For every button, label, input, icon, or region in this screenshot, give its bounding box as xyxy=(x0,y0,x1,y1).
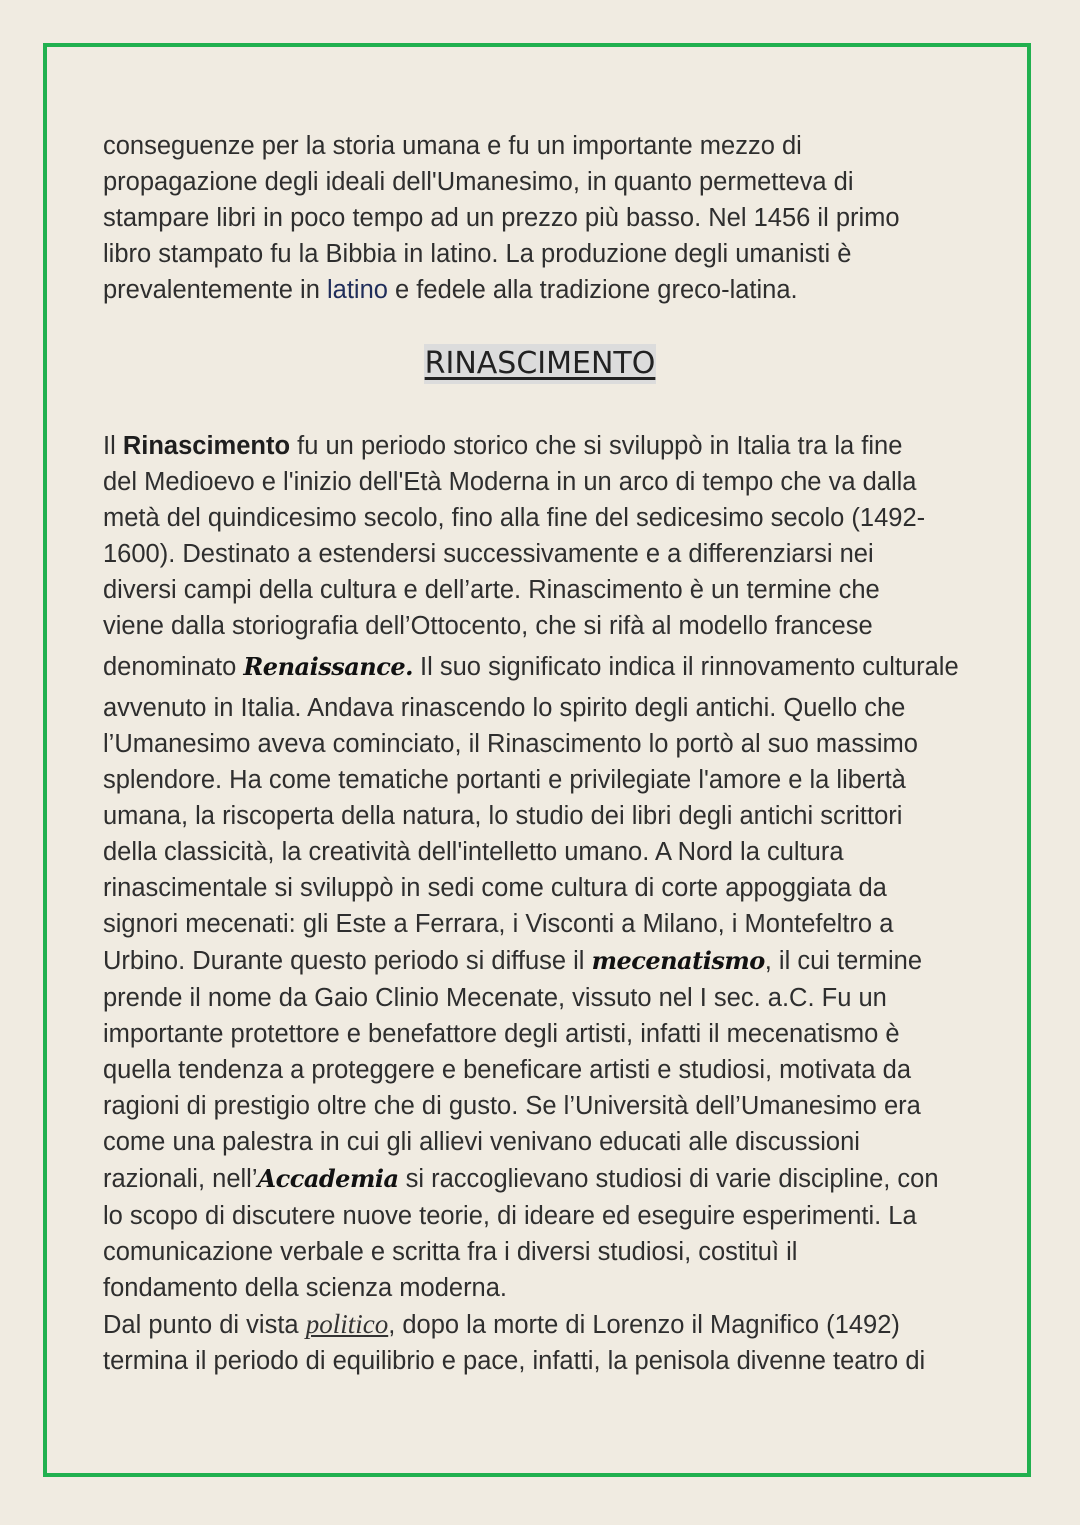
accademia-word: Accademia xyxy=(257,1164,399,1193)
text-line: denominato Renaissance. Il suo significato indica il rinnovamento culturale xyxy=(103,652,959,681)
text-line: stampare libri in poco tempo ad un prezzo più basso. Nel 1456 il primo xyxy=(103,204,900,232)
text-line: fondamento della scienza moderna. xyxy=(103,1274,508,1302)
text-line: prende il nome da Gaio Clinio Mecenate, vissuto nel I sec. a.C. Fu un xyxy=(103,984,887,1012)
text-line: diversi campi della cultura e dell’arte. Rinascimento è un termine che xyxy=(103,576,880,604)
text-line: importante protettore e benefattore degli artisti, infatti il mecenatismo è xyxy=(103,1020,900,1048)
politico-word: politico xyxy=(305,1309,389,1339)
text-line: lo scopo di discutere nuove teorie, di ideare ed eseguire esperimenti. La xyxy=(103,1202,917,1230)
text-line: metà del quindicesimo secolo, fino alla fine del sedicesimo secolo (1492- xyxy=(103,504,926,532)
text-line: propagazione degli ideali dell'Umanesimo, in quanto permetteva di xyxy=(103,168,854,196)
text-line: razionali, nell’Accademia si raccoglievano studiosi di varie discipline, con xyxy=(103,1164,939,1193)
text-line: comunicazione verbale e scritta fra i diversi studiosi, costituì il xyxy=(103,1238,798,1266)
mecenatismo-word: mecenatismo xyxy=(591,946,765,975)
text-line: prevalentemente in latino e fedele alla tradizione greco-latina. xyxy=(103,276,798,304)
intro-paragraph xyxy=(103,128,993,308)
text-line: 1600). Destinato a estendersi successivamente e a differenziarsi nei xyxy=(103,540,874,568)
text-line: Dal punto di vista politico, dopo la morte di Lorenzo il Magnifico (1492) xyxy=(103,1309,900,1339)
text-line: quella tendenza a proteggere e beneficare artisti e studiosi, motivata da xyxy=(103,1056,912,1084)
text-line: Urbino. Durante questo periodo si diffuse il mecenatismo, il cui termine xyxy=(103,946,923,975)
renaissance-word: Renaissance. xyxy=(243,652,413,681)
text-line: signori mecenati: gli Este a Ferrara, i Visconti a Milano, i Montefeltro a xyxy=(103,910,894,938)
text-line: della classicità, la creatività dell'intelletto umano. A Nord la cultura xyxy=(103,838,844,866)
text-line: conseguenze per la storia umana e fu un importante mezzo di xyxy=(103,132,802,160)
text-line: termina il periodo di equilibrio e pace, infatti, la penisola divenne teatro di xyxy=(103,1347,926,1375)
text-line: Il Rinascimento fu un periodo storico che si sviluppò in Italia tra la fine xyxy=(103,432,903,460)
text-line: splendore. Ha come tematiche portanti e privilegiate l'amore e la libertà xyxy=(103,766,906,794)
section-heading: RINASCIMENTO xyxy=(424,344,657,384)
text-line: del Medioevo e l'inizio dell'Età Moderna in un arco di tempo che va dalla xyxy=(103,468,917,496)
text-line: ragioni di prestigio oltre che di gusto. Se l’Università dell’Umanesimo era xyxy=(103,1092,921,1120)
text-line: avvenuto in Italia. Andava rinascendo lo spirito degli antichi. Quello che xyxy=(103,694,906,722)
text-line: come una palestra in cui gli allievi venivano educati alle discussioni xyxy=(103,1128,860,1156)
text-line: rinascimentale si sviluppò in sedi come cultura di corte appoggiata da xyxy=(103,874,887,902)
latino-word: latino xyxy=(326,276,388,304)
rinascimento-bold: Rinascimento xyxy=(122,432,291,460)
text-line: viene dalla storiografia dell’Ottocento, che si rifà al modello francese xyxy=(103,612,873,640)
rinascimento-paragraph xyxy=(103,428,993,1379)
text-line: libro stampato fu la Bibbia in latino. La produzione degli umanisti è xyxy=(103,240,852,268)
text-line: umana, la riscoperta della natura, lo studio dei libri degli antichi scrittori xyxy=(103,802,903,830)
text-line: l’Umanesimo aveva cominciato, il Rinascimento lo portò al suo massimo xyxy=(103,730,918,758)
heading-wrapper xyxy=(0,344,1080,384)
